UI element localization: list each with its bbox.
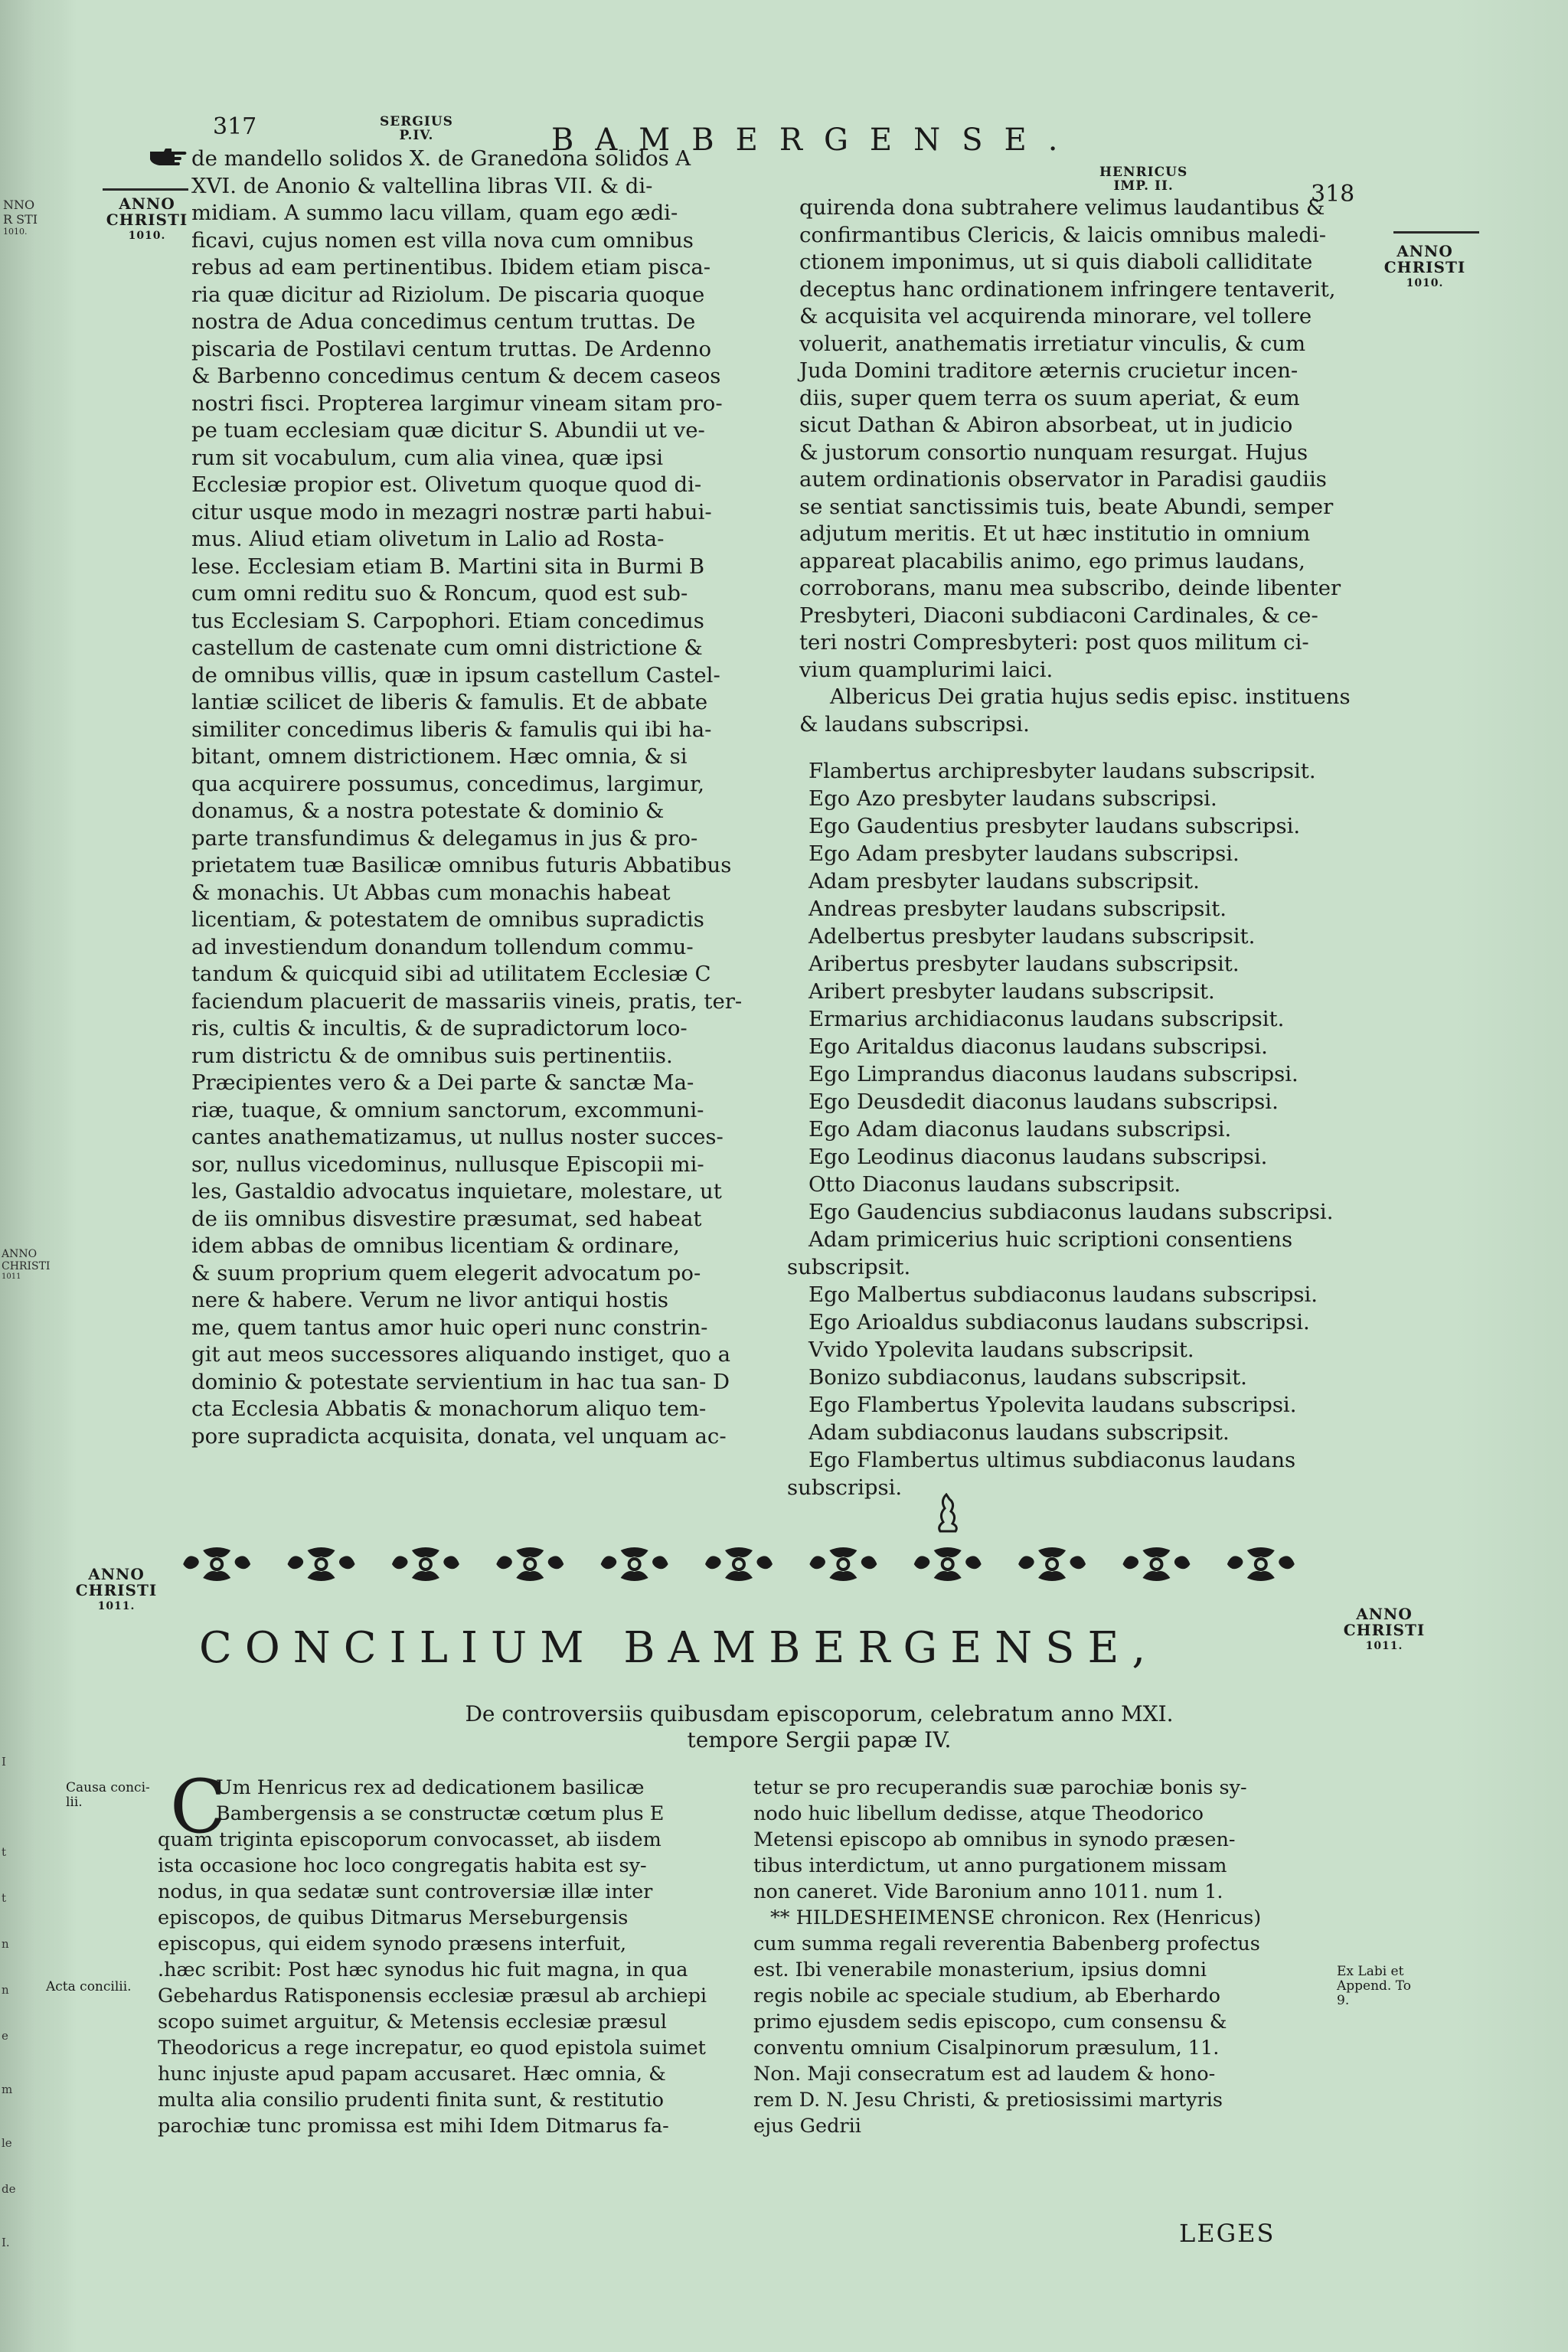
text-line: se sentiat sanctissimis tuis, beate Abundi, semper xyxy=(799,494,1334,519)
edge-letter: n xyxy=(2,1937,9,1951)
text-line: Ego Limprandus diaconus laudans subscripsi. xyxy=(808,1062,1298,1086)
ornament-mark xyxy=(914,1547,982,1581)
text-line: ejus Gedrii xyxy=(753,2115,861,2138)
text-line: Non. Maji consecratum est ad laudem & hono- xyxy=(753,2063,1216,2086)
pointing-hand-icon xyxy=(149,145,188,167)
text-line: teri nostri Compresbyteri: post quos militum ci- xyxy=(799,630,1309,655)
text-line: Ego Gaudentius presbyter laudans subscripsi. xyxy=(808,814,1301,838)
text-line: lantiæ scilicet de liberis & famulis. Et de abbate xyxy=(191,690,708,714)
text-line: & justorum consortio nunquam resurgat. Hujus xyxy=(799,439,1308,465)
edge-fragment-mid: ANNO CHRISTI 1011 xyxy=(2,1248,51,1281)
text-line: ficavi, cujus nomen est villa nova cum omnibus xyxy=(191,227,694,253)
page-title: BAMBERGENSE. xyxy=(551,122,1080,158)
text-line: Præcipientes vero & a Dei parte & sanctæ Ma- xyxy=(191,1070,694,1095)
text-line: de omnibus villis, quæ in ipsum castellum Castel- xyxy=(191,662,720,688)
text-line: rebus ad eam pertinentibus. Ibidem etiam pisca- xyxy=(191,255,711,279)
text-line: quirenda dona subtrahere velimus laudantibus & xyxy=(799,195,1325,220)
anno-left-top: ANNO CHRISTI 1010. xyxy=(106,194,188,242)
ornament-mark xyxy=(183,1547,250,1581)
page-number-left: 317 xyxy=(213,113,257,140)
text-line: conventu omnium Cisalpinorum præsulum, 11. xyxy=(753,2037,1220,2060)
text-line: Um Henricus rex ad dedicationem basilicæ xyxy=(216,1776,645,1799)
text-line: non caneret. Vide Baronium anno 1011. num 1. xyxy=(753,1880,1223,1903)
text-line: Metensi episcopo ab omnibus in synodo præsen- xyxy=(753,1828,1236,1851)
text-line: mus. Aliud etiam olivetum in Lalio ad Rosta- xyxy=(191,527,665,551)
edge-letter: le xyxy=(2,2136,12,2150)
text-line: Ego Leodinus diaconus laudans subscripsi. xyxy=(808,1145,1268,1169)
text-line: Albericus Dei gratia hujus sedis episc. instituens xyxy=(830,684,1351,709)
council-title: CONCILIUM BAMBERGENSE, xyxy=(199,1623,1159,1673)
anno-right-mid: ANNO CHRISTI 1011. xyxy=(1343,1605,1426,1652)
text-line: Andreas presbyter laudans subscripsit. xyxy=(808,897,1227,921)
text-line: rum districtu & de omnibus suis pertinentiis. xyxy=(191,1043,673,1068)
text-line: Ego Aritaldus diaconus laudans subscripsi. xyxy=(808,1034,1268,1059)
edge-letter: de xyxy=(2,2182,16,2196)
text-line: tandum & quicquid sibi ad utilitatem Ecclesiæ C xyxy=(191,962,711,986)
text-line: Ego Malbertus subdiaconus laudans subscripsi. xyxy=(808,1282,1318,1307)
text-line: subscripsi. xyxy=(787,1475,903,1500)
text-line: piscaria de Postilavi centum truttas. De Ardenno xyxy=(191,336,712,361)
text-line: ris, cultis & incultis, & de supradictorum loco- xyxy=(191,1016,688,1040)
running-head-right: HENRICUS IMP. II. xyxy=(1099,165,1188,194)
hand-flourish-icon xyxy=(933,1493,960,1534)
text-line: nere & habere. Verum ne livor antiqui hostis xyxy=(191,1288,668,1312)
text-line: episcopos, de quibus Ditmarus Merseburgensis xyxy=(158,1906,629,1929)
text-line: midiam. A summo lacu villam, quam ego ædi- xyxy=(191,201,678,225)
text-line: prietatem tuæ Basilicæ omnibus futuris Abbatibus xyxy=(191,853,732,877)
text-line: Ecclesiæ propior est. Olivetum quoque quod di- xyxy=(191,472,702,497)
text-line: de iis omnibus disvestire præsumat, sed habeat xyxy=(191,1206,702,1231)
text-line: nostri fisci. Propterea largimur vineam sitam pro- xyxy=(191,390,723,416)
text-line: castellum de castenate cum omni districtione & xyxy=(191,635,703,660)
ornament-mark xyxy=(496,1547,564,1581)
text-line: tetur se pro recuperandis suæ parochiæ bonis sy- xyxy=(753,1776,1247,1799)
text-line: ad investiendum donandum tollendum commu- xyxy=(191,934,694,959)
text-line: parochiæ tunc promissa est mihi Idem Ditmarus fa- xyxy=(158,2115,669,2138)
text-line: pe tuam ecclesiam quæ dicitur S. Abundii ut ve- xyxy=(191,418,705,443)
text-line: Aribert presbyter laudans subscripsit. xyxy=(808,979,1215,1004)
text-line: citur usque modo in mezagri nostræ parti habui- xyxy=(191,499,712,524)
council-text-right xyxy=(753,1775,1261,2139)
edge-letter: n xyxy=(2,1983,9,1997)
text-line: parte transfundimus & delegamus in jus & pro- xyxy=(191,825,698,851)
text-line: Ego Flambertus ultimus subdiaconus laudans xyxy=(808,1448,1296,1472)
column-left xyxy=(191,145,742,1450)
text-line: & monachis. Ut Abbas cum monachis habeat xyxy=(191,880,671,905)
text-line: primo ejusdem sedis episcopo, cum consensu & xyxy=(753,2011,1227,2034)
council-subtitle-1: De controversiis quibusdam episcoporum, celebratum anno MXI. xyxy=(465,1701,1174,1726)
text-line: cantes anathematizamus, ut nullus noster succes- xyxy=(191,1125,724,1149)
text-line: Ego Adam diaconus laudans subscripsi. xyxy=(808,1117,1232,1142)
ornament-mark xyxy=(392,1547,459,1581)
text-line: & acquisita vel acquirenda minorare, vel tollere xyxy=(799,304,1312,328)
text-line: Ego Deusdedit diaconus laudans subscripsi. xyxy=(808,1089,1279,1114)
text-line: Bonizo subdiaconus, laudans subscripsit. xyxy=(808,1365,1247,1390)
text-line: & Barbenno concedimus centum & decem caseos xyxy=(191,364,721,388)
council-text-left xyxy=(158,1775,707,2139)
council-subtitle-2: tempore Sergii papæ IV. xyxy=(687,1727,952,1753)
text-line: similiter concedimus liberis & famulis qui ibi ha- xyxy=(191,717,712,742)
page-number-right: 318 xyxy=(1311,181,1355,207)
text-line: ria quæ dicitur ad Riziolum. De piscaria quoque xyxy=(191,282,705,307)
text-line: me, quem tantus amor huic operi nunc constrin- xyxy=(191,1315,708,1340)
text-line: Juda Domini traditore æternis crucietur incen- xyxy=(799,358,1298,383)
ornament-mark xyxy=(809,1547,877,1581)
text-line: Adelbertus presbyter laudans subscripsit. xyxy=(808,924,1256,949)
text-line: cum summa regali reverentia Babenberg profectus xyxy=(753,1932,1260,1955)
text-line: sicut Dathan & Abiron absorbeat, ut in judicio xyxy=(799,413,1293,437)
text-line: Adam presbyter laudans subscripsit. xyxy=(808,869,1200,893)
text-line: cum omni reditu suo & Roncum, quod est sub- xyxy=(191,581,688,606)
edge-letter: t xyxy=(2,1891,7,1905)
text-line: les, Gastaldio advocatus inquietare, molestare, ut xyxy=(191,1179,722,1204)
text-line: & suum proprium quem elegerit advocatum po- xyxy=(191,1260,701,1285)
text-line: Ego Azo presbyter laudans subscripsi. xyxy=(808,786,1217,811)
edge-letter: I xyxy=(2,1755,6,1769)
text-line: Ego Adam presbyter laudans subscripsi. xyxy=(808,841,1240,866)
text-line: Gebehardus Ratisponensis ecclesiæ præsul ab archiepi xyxy=(158,1984,707,2007)
margin-note-causa: Causa conci- lii. xyxy=(66,1780,150,1810)
ornament-mark xyxy=(705,1547,773,1581)
text-line: licentiam, & potestatem de omnibus supradictis xyxy=(191,907,704,932)
text-line: tus Ecclesiam S. Carpophori. Etiam concedimus xyxy=(191,608,704,633)
edge-letter: m xyxy=(2,2082,13,2096)
text-line: nodo huic libellum dedisse, atque Theodorico xyxy=(753,1802,1204,1825)
text-line: qua acquirere possumus, concedimus, largimur, xyxy=(191,771,704,796)
text-line: Bambergensis a se constructæ cœtum plus E xyxy=(216,1802,665,1825)
ornament-mark xyxy=(1122,1547,1190,1581)
anno-left-mid: ANNO CHRISTI 1011. xyxy=(75,1565,158,1612)
text-line: Adam subdiaconus laudans subscripsit. xyxy=(808,1420,1230,1445)
text-line: diis, super quem terra os suum aperiat, & eum xyxy=(799,385,1300,410)
rule-left xyxy=(103,188,188,191)
text-line: Theodoricus a rege increpatur, eo quod epistola suimet xyxy=(158,2037,706,2060)
text-line: corroborans, manu mea subscribo, deinde libenter xyxy=(799,576,1341,600)
edge-letter: I. xyxy=(2,2236,10,2249)
drop-cap: C xyxy=(170,1764,227,1850)
text-line: de mandello solidos X. de Granedona solidos A xyxy=(191,146,691,171)
ornament-mark xyxy=(601,1547,668,1581)
text-line: deceptus hanc ordinationem infringere tentaverit, xyxy=(799,276,1336,302)
text-line: Adam primicerius huic scriptioni consentiens xyxy=(808,1227,1293,1252)
text-line: Flambertus archipresbyter laudans subscripsit. xyxy=(808,759,1316,783)
text-line: idem abbas de omnibus licentiam & ordinare, xyxy=(191,1233,680,1258)
ornament-mark xyxy=(288,1547,355,1581)
ornament-band xyxy=(165,1543,1313,1586)
running-head-left: SERGIUS P.IV. xyxy=(380,114,453,143)
margin-note-acta: Acta concilii. xyxy=(46,1979,132,1994)
margin-note-ex: Ex Labi et Append. To 9. xyxy=(1337,1964,1411,2008)
text-line: rem D. N. Jesu Christi, & pretiosissimi martyris xyxy=(753,2089,1223,2112)
text-line: Presbyteri, Diaconi subdiaconi Cardinales, & ce- xyxy=(799,603,1318,628)
edge-fragment-top: NNO R STI 1010. xyxy=(3,198,38,237)
text-line: .hæc scribit: Post hæc synodus hic fuit magna, in qua xyxy=(158,1958,688,1981)
text-line: ** HILDESHEIMENSE chronicon. Rex (Henricus) xyxy=(770,1906,1262,1929)
text-line: hunc injuste apud papam accusaret. Hæc omnia, & xyxy=(158,2063,666,2086)
text-line: confirmantibus Clericis, & laicis omnibus maledi- xyxy=(799,222,1326,247)
text-line: regis nobile ac speciale studium, ab Eberhardo xyxy=(753,1984,1221,2007)
text-line: Ermarius archidiaconus laudans subscripsit. xyxy=(808,1007,1285,1031)
facing-page-edge xyxy=(0,0,35,2352)
text-line: & laudans subscripsi. xyxy=(799,711,1030,737)
text-line: autem ordinationis observator in Paradisi gaudiis xyxy=(799,467,1327,492)
text-line: tibus interdictum, ut anno purgationem missam xyxy=(753,1854,1227,1877)
edge-letter: e xyxy=(2,2029,8,2043)
ornament-mark xyxy=(1227,1547,1295,1581)
text-line: est. Ibi venerabile monasterium, ipsius domni xyxy=(753,1958,1207,1981)
ornament-mark xyxy=(1018,1547,1086,1581)
rule-right xyxy=(1393,231,1479,234)
text-line: donamus, & a nostra potestate & dominio & xyxy=(191,799,665,823)
text-line: sor, nullus vicedominus, nullusque Episcopii mi- xyxy=(191,1152,704,1177)
text-line: Ego Flambertus Ypolevita laudans subscripsi. xyxy=(808,1393,1297,1417)
text-line: faciendum placuerit de massariis vineis, pratis, ter- xyxy=(191,988,743,1014)
text-line: voluerit, anathematis irretiatur vinculis, & cum xyxy=(799,331,1306,356)
text-line: Otto Diaconus laudans subscripsit. xyxy=(808,1172,1181,1197)
text-line: lese. Ecclesiam etiam B. Martini sita in Burmi B xyxy=(191,554,705,579)
text-line: scopo suimet arguitur, & Metensis ecclesiæ præsul xyxy=(158,2011,667,2034)
text-line: vium quamplurimi laici. xyxy=(799,657,1054,682)
text-line: riæ, tuaque, & omnium sanctorum, excommuni- xyxy=(191,1097,704,1122)
text-line: Aribertus presbyter laudans subscripsit. xyxy=(808,952,1240,976)
text-line: nostra de Adua concedimus centum truttas. De xyxy=(191,309,696,334)
text-line: subscripsit. xyxy=(787,1255,911,1279)
text-line: ctionem imponimus, ut si quis diaboli calliditate xyxy=(799,250,1313,274)
text-line: adjutum meritis. Et ut hæc institutio in omnium xyxy=(799,521,1311,546)
text-line: rum sit vocabulum, cum alia vinea, quæ ipsi xyxy=(191,445,664,470)
text-line: multa alia consilio prudenti finita sunt, & restitutio xyxy=(158,2089,665,2112)
text-line: appareat placabilis animo, ego primus laudans, xyxy=(799,548,1305,573)
text-line: dominio & potestate servientium in hac tua san- D xyxy=(191,1369,730,1394)
text-line: Ego Gaudencius subdiaconus laudans subscripsi. xyxy=(808,1200,1334,1224)
text-line: git aut meos successores aliquando instiget, quo a xyxy=(191,1342,731,1367)
signature-list xyxy=(787,758,1333,1502)
text-line: Vvido Ypolevita laudans subscripsit. xyxy=(808,1338,1194,1362)
column-right xyxy=(799,194,1351,738)
text-line: episcopus, qui eidem synodo præsens interfuit, xyxy=(158,1932,627,1955)
text-line: quam triginta episcoporum convocasset, ab iisdem xyxy=(158,1828,662,1851)
text-line: bitant, omnem districtionem. Hæc omnia, & si xyxy=(191,744,688,769)
text-line: Ego Arioaldus subdiaconus laudans subscripsi. xyxy=(808,1310,1310,1334)
anno-right-top: ANNO CHRISTI 1010. xyxy=(1383,242,1466,289)
edge-letter: t xyxy=(2,1845,7,1859)
text-line: cta Ecclesia Abbatis & monachorum aliquo tem- xyxy=(191,1396,707,1421)
text-line: ista occasione hoc loco congregatis habita est sy- xyxy=(158,1854,647,1877)
text-line: pore supradicta acquisita, donata, vel unquam ac- xyxy=(191,1423,727,1449)
catchword: LEGES xyxy=(1179,2219,1276,2248)
text-line: nodus, in qua sedatæ sunt controversiæ illæ inter xyxy=(158,1880,653,1903)
text-line: XVI. de Anonio & valtellina libras VII. & di- xyxy=(191,173,653,198)
